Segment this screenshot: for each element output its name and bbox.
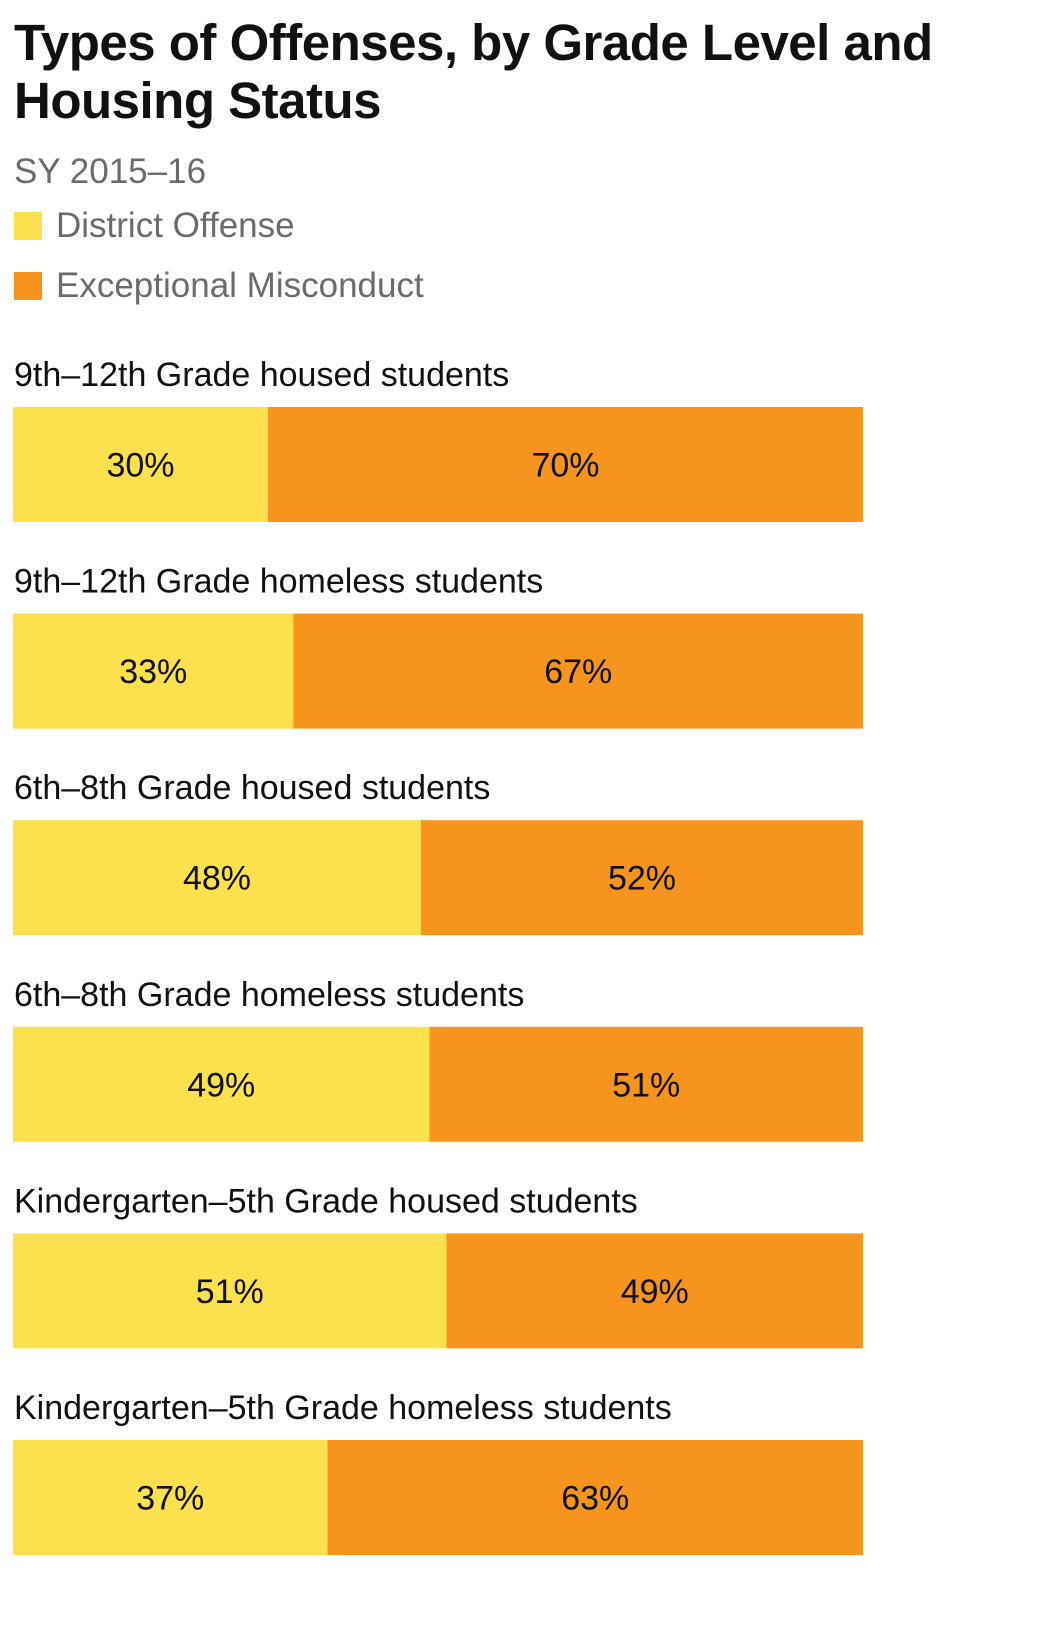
category-label-4: 6th–8th Grade homeless students	[14, 975, 525, 1014]
category-label-1: 9th–12th Grade housed students	[14, 356, 510, 394]
data-label-district-offense-3: 48%	[182, 859, 252, 898]
data-label-exceptional-misconduct-6: 63%	[561, 1479, 630, 1518]
data-label-district-offense-2: 33%	[119, 653, 188, 692]
chart-subtitle: SY 2015–16	[14, 152, 207, 191]
category-label-3: 6th–8th Grade housed students	[14, 769, 491, 808]
legend-label-exceptional-misconduct: Exceptional Misconduct	[56, 266, 424, 305]
legend-label-district-offense: District Offense	[56, 206, 295, 245]
category-label-5: Kindergarten–5th Grade housed students	[14, 1182, 638, 1221]
data-label-district-offense-5: 51%	[195, 1272, 264, 1311]
data-label-exceptional-misconduct-1: 70%	[531, 446, 600, 485]
data-label-exceptional-misconduct-5: 49%	[620, 1272, 689, 1311]
data-label-district-offense-6: 37%	[136, 1479, 205, 1518]
data-label-exceptional-misconduct-2: 67%	[544, 653, 613, 692]
data-label-exceptional-misconduct-3: 52%	[607, 859, 677, 898]
category-label-6: Kindergarten–5th Grade homeless students	[14, 1389, 672, 1427]
category-label-2: 9th–12th Grade homeless students	[14, 562, 544, 601]
data-label-district-offense-4: 49%	[187, 1066, 256, 1105]
chart-title: Types of Offenses, by Grade Level and Housing Status	[14, 14, 933, 129]
data-label-district-offense-1: 30%	[106, 446, 175, 485]
data-label-exceptional-misconduct-4: 51%	[612, 1066, 681, 1105]
